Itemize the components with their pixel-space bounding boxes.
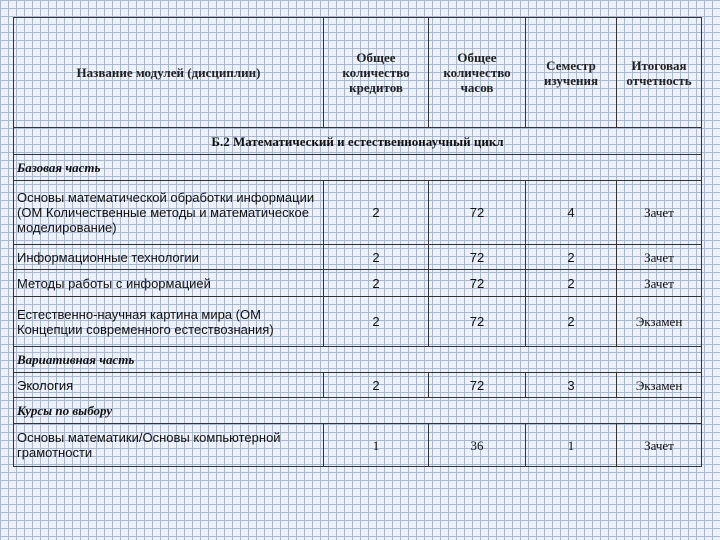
row-hours: 72: [429, 245, 526, 270]
table-row: [14, 245, 702, 270]
row-credits: 2: [324, 181, 429, 245]
row-hours: 72: [429, 297, 526, 347]
row-name: Экология: [14, 373, 324, 398]
row-report: Зачет: [617, 270, 702, 297]
row-report: Экзамен: [617, 297, 702, 347]
row-hours: 72: [429, 373, 526, 398]
table-row: [14, 181, 702, 245]
row-report: Зачет: [617, 245, 702, 270]
section-row-elective: [14, 398, 702, 424]
row-report: Зачет: [617, 424, 702, 467]
row-credits: 2: [324, 297, 429, 347]
row-hours: 72: [429, 181, 526, 245]
header-name: Название модулей (дисциплин): [14, 18, 324, 128]
row-semester: 2: [526, 297, 617, 347]
curriculum-table: [13, 17, 702, 467]
section-base: Базовая часть: [14, 155, 702, 181]
row-hours: 36: [429, 424, 526, 467]
section-variable: Вариативная часть: [14, 347, 702, 373]
row-report: Экзамен: [617, 373, 702, 398]
row-semester: 1: [526, 424, 617, 467]
header-hours: Общее количество часов: [429, 18, 526, 128]
header-report: Итоговая отчетность: [617, 18, 702, 128]
row-name: Основы математики/Основы компьютерной грамотности: [14, 424, 324, 467]
row-credits: 1: [324, 424, 429, 467]
table-row: [14, 270, 702, 297]
header-row: [14, 18, 702, 128]
row-credits: 2: [324, 270, 429, 297]
row-name: Естественно-научная картина мира (ОМ Концепции современного естествознания): [14, 297, 324, 347]
section-row-base: [14, 155, 702, 181]
row-report: Зачет: [617, 181, 702, 245]
row-hours: 72: [429, 270, 526, 297]
row-name: Основы математической обработки информации (ОМ Количественные методы и математическое моделирование): [14, 181, 324, 245]
table-row: [14, 424, 702, 467]
header-semester: Семестр изучения: [526, 18, 617, 128]
row-name: Информационные технологии: [14, 245, 324, 270]
row-name: Методы работы с информацией: [14, 270, 324, 297]
row-credits: 2: [324, 245, 429, 270]
cycle-row: [14, 128, 702, 155]
row-semester: 4: [526, 181, 617, 245]
row-semester: 2: [526, 270, 617, 297]
table-row: [14, 373, 702, 398]
section-elective: Курсы по выбору: [14, 398, 702, 424]
cycle-title: Б.2 Математический и естественнонаучный цикл: [14, 128, 702, 155]
header-credits: Общее количество кредитов: [324, 18, 429, 128]
table-row: [14, 297, 702, 347]
row-semester: 2: [526, 245, 617, 270]
row-credits: 2: [324, 373, 429, 398]
row-semester: 3: [526, 373, 617, 398]
section-row-variable: [14, 347, 702, 373]
